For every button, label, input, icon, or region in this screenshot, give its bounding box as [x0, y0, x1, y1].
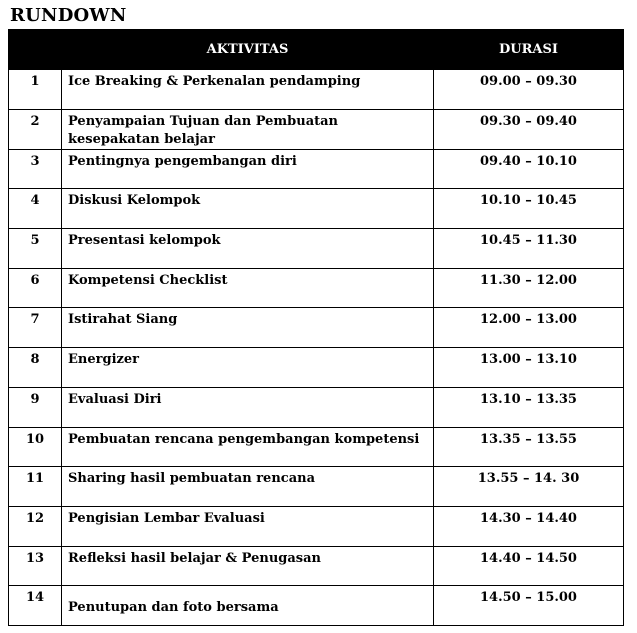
row-activity: Ice Breaking & Perkenalan pendamping [62, 70, 434, 110]
row-number: 9 [9, 387, 62, 427]
table-row [9, 149, 624, 189]
row-activity: Presentasi kelompok [62, 229, 434, 269]
table-row [9, 308, 624, 348]
row-number: 8 [9, 348, 62, 388]
row-number: 6 [9, 268, 62, 308]
table-row [9, 387, 624, 427]
row-number: 14 [9, 586, 62, 626]
row-activity: Energizer [62, 348, 434, 388]
header-activity: AKTIVITAS [62, 30, 434, 70]
table-row [9, 109, 624, 149]
row-duration: 09.30 – 09.40 [434, 109, 624, 149]
row-duration: 14.30 – 14.40 [434, 506, 624, 546]
row-number: 4 [9, 189, 62, 229]
header-no [9, 30, 62, 70]
row-duration: 14.50 – 15.00 [434, 586, 624, 626]
table-row [9, 189, 624, 229]
row-duration: 13.10 – 13.35 [434, 387, 624, 427]
row-number: 12 [9, 506, 62, 546]
row-duration: 13.55 – 14. 30 [434, 467, 624, 507]
table-row [9, 70, 624, 110]
row-duration: 09.00 – 09.30 [434, 70, 624, 110]
row-duration: 10.45 – 11.30 [434, 229, 624, 269]
table-header-row [9, 30, 624, 70]
row-activity: Istirahat Siang [62, 308, 434, 348]
row-activity: Sharing hasil pembuatan rencana [62, 467, 434, 507]
row-activity: Refleksi hasil belajar & Penugasan [62, 546, 434, 586]
table-row [9, 586, 624, 626]
table-row [9, 427, 624, 467]
table-row [9, 229, 624, 269]
row-number: 13 [9, 546, 62, 586]
row-duration: 13.35 – 13.55 [434, 427, 624, 467]
row-duration: 13.00 – 13.10 [434, 348, 624, 388]
row-duration: 11.30 – 12.00 [434, 268, 624, 308]
header-duration: DURASI [434, 30, 624, 70]
row-activity: Diskusi Kelompok [62, 189, 434, 229]
row-activity: Penutupan dan foto bersama [62, 586, 434, 626]
row-number: 5 [9, 229, 62, 269]
row-number: 7 [9, 308, 62, 348]
table-row [9, 268, 624, 308]
row-activity: Kompetensi Checklist [62, 268, 434, 308]
table-row [9, 467, 624, 507]
row-activity: Pentingnya pengembangan diri [62, 149, 434, 189]
row-number: 11 [9, 467, 62, 507]
row-number: 10 [9, 427, 62, 467]
rundown-table [8, 29, 624, 626]
row-duration: 10.10 – 10.45 [434, 189, 624, 229]
table-row [9, 546, 624, 586]
table-row [9, 348, 624, 388]
row-number: 2 [9, 109, 62, 149]
page-title: RUNDOWN [10, 5, 127, 26]
row-activity: Pengisian Lembar Evaluasi [62, 506, 434, 546]
row-duration: 12.00 – 13.00 [434, 308, 624, 348]
row-activity: Penyampaian Tujuan dan Pembuatan kesepakatan belajar [62, 109, 434, 149]
row-activity: Pembuatan rencana pengembangan kompetensi [62, 427, 434, 467]
row-duration: 14.40 – 14.50 [434, 546, 624, 586]
table-row [9, 506, 624, 546]
row-number: 1 [9, 70, 62, 110]
row-duration: 09.40 – 10.10 [434, 149, 624, 189]
row-activity: Evaluasi Diri [62, 387, 434, 427]
row-number: 3 [9, 149, 62, 189]
